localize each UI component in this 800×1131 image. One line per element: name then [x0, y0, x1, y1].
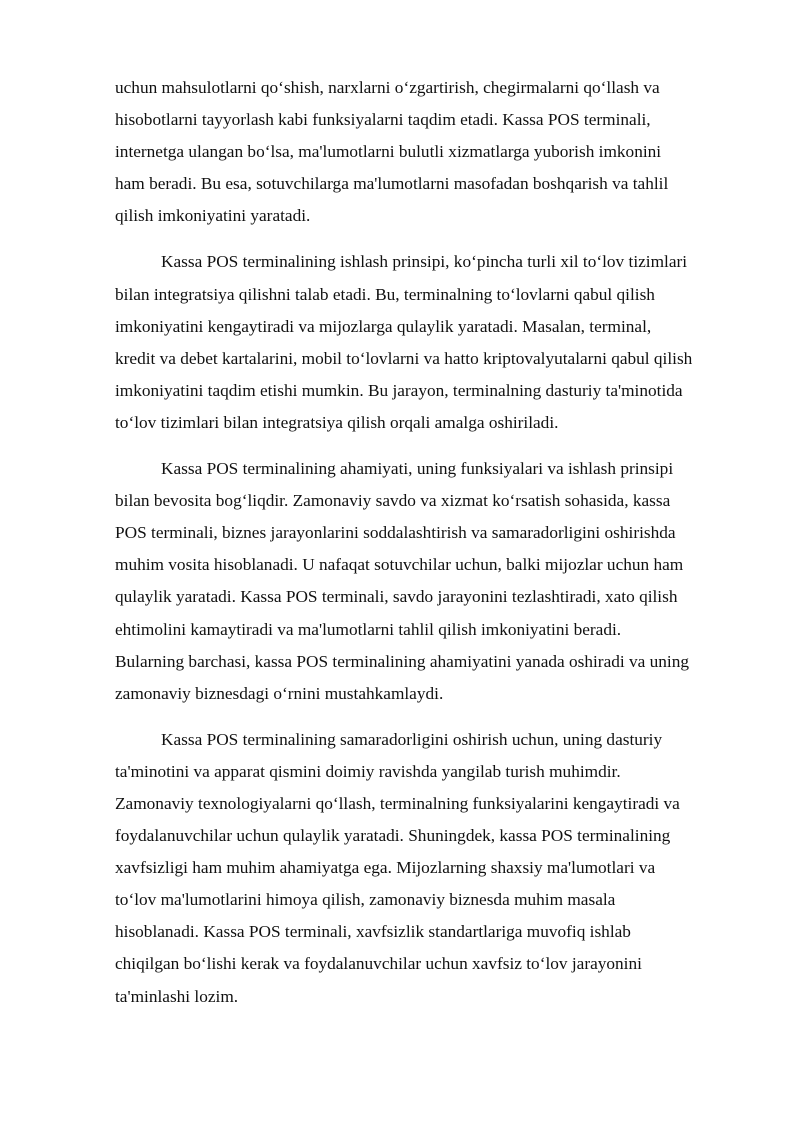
- paragraph: [115, 724, 747, 1013]
- paragraph-line: bilan bevosita bog‘liqdir. Zamonaviy savdo va xizmat ko‘rsatish sohasida, kassa: [115, 491, 671, 511]
- paragraph-line: POS terminali, biznes jarayonlarini soddalashtirish va samaradorligini oshirishda: [115, 523, 676, 543]
- paragraph: [115, 246, 747, 439]
- paragraph-line: Kassa POS terminalining ishlash prinsipi, ko‘pincha turli xil to‘lov tizimlari: [161, 252, 688, 272]
- paragraph-line: qilish imkoniyatini yaratadi.: [115, 206, 311, 226]
- paragraph-line: hisoblanadi. Kassa POS terminali, xavfsizlik standartlariga muvofiq ishlab: [115, 922, 631, 942]
- paragraph-line: Bularning barchasi, kassa POS terminalining ahamiyatini yanada oshiradi va uning: [115, 651, 689, 671]
- paragraph-line: muhim vosita hisoblanadi. U nafaqat sotuvchilar uchun, balki mijozlar uchun ham: [115, 555, 684, 575]
- paragraph-line: to‘lov ma'lumotlarini himoya qilish, zamonaviy biznesda muhim masala: [115, 890, 616, 910]
- paragraph-line: kredit va debet kartalarini, mobil to‘lovlarni va hatto kriptovalyutalarni qabul qilish: [115, 348, 693, 368]
- paragraph-line: qulaylik yaratadi. Kassa POS terminali, savdo jarayonini tezlashtiradi, xato qilish: [115, 587, 678, 607]
- paragraph-line: uchun mahsulotlarni qo‘shish, narxlarni o‘zgartirish, chegirmalarni qo‘llash va: [115, 78, 660, 97]
- paragraph-line: hisobotlarni tayyorlash kabi funksiyalarni taqdim etadi. Kassa POS terminali,: [115, 110, 651, 130]
- paragraph-line: chiqilgan bo‘lishi kerak va foydalanuvchilar uchun xavfsiz to‘lov jarayonini: [115, 954, 642, 974]
- paragraph: [115, 72, 747, 232]
- paragraph-line: zamonaviy biznesdagi o‘rnini mustahkamlaydi.: [115, 683, 444, 703]
- paragraph-line: ehtimolini kamaytiradi va ma'lumotlarni tahlil qilish imkoniyatini beradi.: [115, 619, 622, 639]
- paragraph-line: Kassa POS terminalining ahamiyati, uning funksiyalari va ishlash prinsipi: [161, 459, 674, 479]
- paragraph-line: ham beradi. Bu esa, sotuvchilarga ma'lumotlarni masofadan boshqarish va tahlil: [115, 174, 669, 194]
- paragraph-line: xavfsizligi ham muhim ahamiyatga ega. Mijozlarning shaxsiy ma'lumotlari va: [115, 858, 656, 878]
- paragraph: [115, 453, 747, 710]
- paragraph-line: foydalanuvchilar uchun qulaylik yaratadi. Shuningdek, kassa POS terminalining: [115, 826, 671, 846]
- paragraph-line: Zamonaviy texnologiyalarni qo‘llash, terminalning funksiyalarini kengaytiradi va: [115, 793, 680, 813]
- paragraph-line: internetga ulangan bo‘lsa, ma'lumotlarni bulutli xizmatlarga yuborish imkonini: [115, 142, 662, 162]
- paragraph-line: to‘lov tizimlari bilan integratsiya qilish orqali amalga oshiriladi.: [115, 412, 559, 432]
- paragraph-line: ta'minotini va apparat qismini doimiy ravishda yangilab turish muhimdir.: [115, 761, 621, 781]
- paragraph-line: imkoniyatini kengaytiradi va mijozlarga qulaylik yaratadi. Masalan, terminal,: [115, 316, 652, 336]
- paragraph-line: Kassa POS terminalining samaradorligini oshirish uchun, uning dasturiy: [161, 729, 663, 749]
- paragraph-line: imkoniyatini taqdim etishi mumkin. Bu jarayon, terminalning dasturiy ta'minotida: [115, 380, 683, 400]
- paragraph-line: ta'minlashi lozim.: [115, 986, 239, 1006]
- paragraph-line: bilan integratsiya qilishni talab etadi. Bu, terminalning to‘lovlarni qabul qilish: [115, 284, 655, 304]
- document-body: [115, 72, 747, 1027]
